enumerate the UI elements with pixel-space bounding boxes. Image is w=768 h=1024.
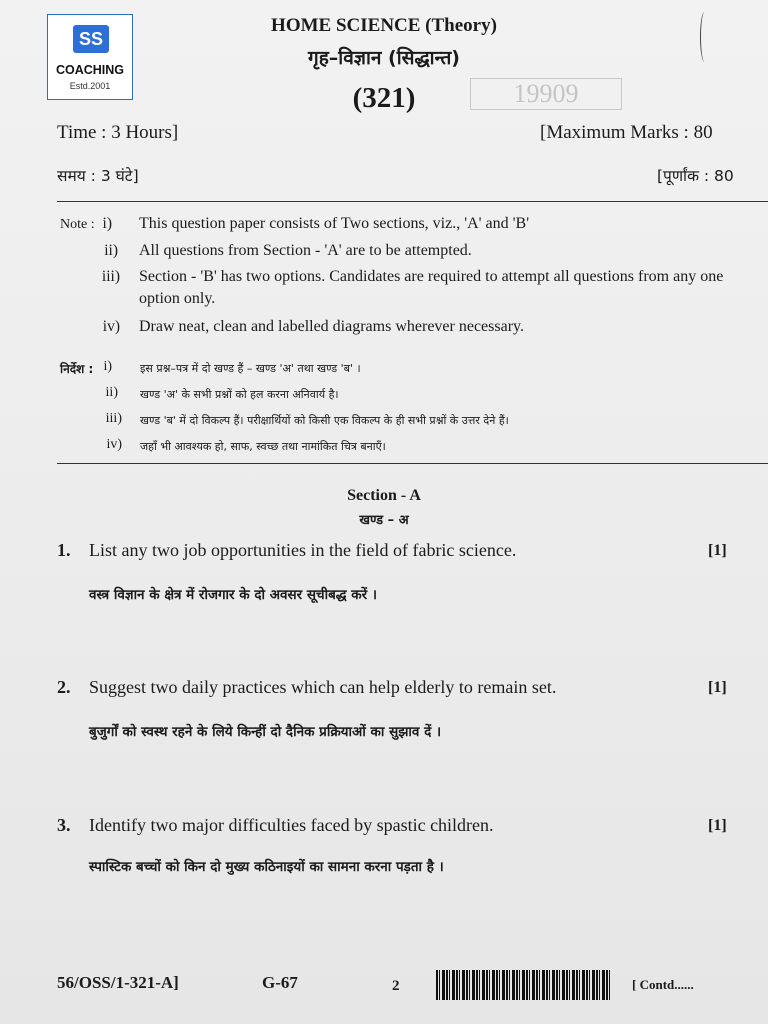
paper-code: 56/OSS/1-321-A] (57, 973, 179, 992)
logo-name: COACHING (55, 63, 125, 77)
hindi-note-num: ii) (105, 385, 118, 400)
note-num: iv) (102, 318, 120, 335)
question-text-en: Identify two major difficulties faced by spastic children. (89, 815, 494, 835)
question-marks: [1] (708, 817, 727, 834)
note-num: iii) (101, 268, 120, 285)
note-num: i) (102, 215, 112, 232)
question-number: 3. (57, 815, 71, 835)
bleed-through-number: 19909 (470, 78, 622, 110)
question-marks: [1] (708, 542, 727, 559)
question-number: 2. (57, 677, 71, 697)
max-marks-en: [Maximum Marks : 80 (540, 122, 713, 143)
page-number: 2 (392, 978, 400, 994)
hindi-note-item: खण्ड 'ब' में दो विकल्प हैं। परीक्षार्थियों को किसी एक विकल्प के ही सभी प्रश्नों के उत्तर देने हैं। (140, 414, 509, 427)
continued-label: [ Contd...... (632, 977, 694, 992)
hindi-note-label: निर्देश : (60, 362, 94, 376)
max-marks-hi: [पूर्णांक : 80 (657, 167, 734, 185)
note-num: ii) (104, 242, 118, 259)
question-number: 1. (57, 540, 71, 560)
question-text-en: Suggest two daily practices which can help elderly to remain set. (89, 677, 557, 697)
top-divider (57, 201, 768, 202)
note-item: Draw neat, clean and labelled diagrams wherever necessary. (139, 318, 524, 335)
note-item: Section - 'B' has two options. Candidates are required to attempt all questions from any one option only. (139, 268, 724, 307)
question-text-hi: स्पास्टिक बच्चों को किन दो मुख्य कठिनाइयों का सामना करना पड़ता है । (89, 859, 444, 875)
logo-established: Estd.2001 (69, 81, 111, 91)
question-text-hi: वस्त्र विज्ञान के क्षेत्र में रोजगार के दो अवसर सूचीबद्ध करें । (89, 587, 377, 603)
subject-title-en: HOME SCIENCE (Theory) (271, 15, 497, 36)
hindi-note-item: खण्ड 'अ' के सभी प्रश्नों को हल करना अनिवार्य है। (140, 388, 339, 401)
time-en: Time : 3 Hours] (57, 122, 179, 143)
hindi-note-num: iii) (105, 411, 122, 426)
hindi-note-num: iv) (106, 437, 122, 452)
question-text-hi: बुजुर्गों को स्वस्थ रहने के लिये किन्हीं दो दैनिक प्रक्रियाओं का सुझाव दें । (89, 724, 442, 740)
subject-code: (321) (352, 82, 416, 114)
hindi-note-num: i) (103, 359, 112, 374)
hindi-note-item: इस प्रश्न–पत्र में दो खण्ड हैं – खण्ड 'अ' तथा खण्ड 'ब' । (140, 362, 361, 375)
question-marks: [1] (708, 679, 727, 696)
note-label: Note : (60, 217, 95, 232)
paper-series: G-67 (262, 973, 298, 992)
question-text-en: List any two job opportunities in the field of fabric science. (89, 540, 517, 560)
section-title-hi: खण्ड – अ (359, 513, 409, 528)
hindi-note-item: जहाँ भी आवश्यक हो, साफ, स्वच्छ तथा नामांकित चित्र बनाएँ। (140, 440, 386, 453)
subject-title-hi: गृह–विज्ञान (सिद्धान्त) (308, 47, 460, 69)
section-title-en: Section - A (347, 487, 421, 504)
notes-divider (57, 463, 768, 464)
barcode (436, 970, 612, 1000)
time-hi: समय : 3 घंटे] (57, 167, 139, 185)
note-item: This question paper consists of Two sections, viz., 'A' and 'B' (139, 215, 530, 232)
logo-mark: SS (73, 25, 109, 53)
note-item: All questions from Section - 'A' are to be attempted. (139, 242, 472, 259)
